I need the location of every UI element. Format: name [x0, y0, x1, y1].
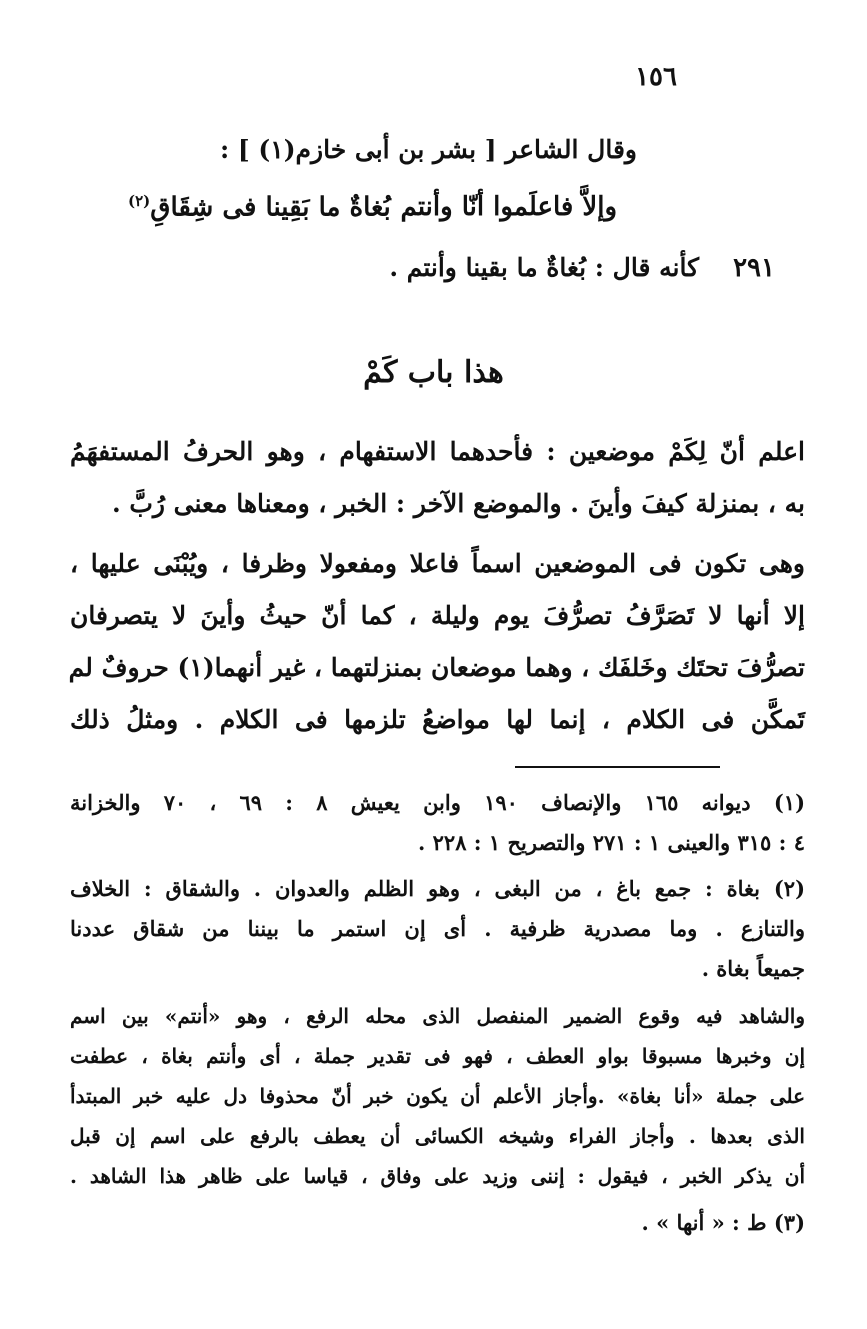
footnote-line: والشاهد فيه وقوع الضمير المنفصل الذى محله الرفع ، وهو «أنتم» بين اسم — [70, 1004, 805, 1028]
footnote-line: (٣) ط : « أنها » . — [641, 1210, 805, 1235]
body-line: به ، بمنزلة كيفَ وأينَ . والموضع الآخر : الخبر ، ومعناها معنى رُبَّ . — [111, 489, 805, 518]
body-line: تصرُّفَ تحتَك وخَلفَك ، وهما موضعان بمنزلتهما ، غير أنهما(١) حروفٌ لم — [68, 653, 805, 682]
footnote-line: أن يذكر الخبر ، فيقول : إننى وزيد على وفاق ، قياسا على ظاهر هذا الشاهد . — [70, 1164, 805, 1188]
body-line: تَمكَّن فى الكلام ، إنما لها مواضعُ تلزمها فى الكلام . ومثلُ ذلك — [70, 705, 805, 734]
footnote-line: إن وخبرها مسبوقا بواو العطف ، فهو فى تقدير جملة ، أى وأنتم بغاة ، عطفت — [70, 1044, 805, 1068]
body-line: إلا أنها لا تَصَرَّفُ تصرُّفَ يوم وليلة ، كما أنّ حيثُ وأينَ لا يتصرفان — [70, 601, 805, 630]
footnote-line: (١) ديوانه ١٦٥ والإنصاف ١٩٠ وابن يعيش ٨ : ٦٩ ، ٧٠ والخزانة — [70, 790, 806, 815]
verse-commentary: كأنه قال : بُغاةٌ ما بقينا وأنتم . — [389, 253, 699, 282]
chapter-title: هذا باب كَمْ — [363, 355, 504, 390]
footnote-line: جميعاً بغاة . — [701, 956, 805, 981]
verse-introduction: وقال الشاعر [ بشر بن أبى خازم(١) ] : — [219, 135, 637, 164]
verse-footnote-ref: (٢) — [128, 192, 151, 210]
verse-second-text: بُغاةٌ ما بَقِينا فى شِقَاقِ — [150, 192, 391, 223]
footnote-line: (٢) بغاة : جمع باغ ، من البغى ، وهو الظلم والعدوان . والشقاق : الخلاف — [70, 876, 805, 901]
footnote-line: ٤ : ٣١٥ والعينى ١ : ٢٧١ والتصريح ١ : ٢٢٨ . — [418, 830, 805, 855]
footnote-line: الذى بعدها . وأجاز الفراء وشيخه الكسائى أن يعطف بالرفع على اسم إن قبل — [70, 1124, 805, 1148]
verse-number: ٢٩١ — [733, 253, 775, 283]
page-number: ١٥٦ — [635, 62, 677, 92]
verse-first-hemistich: وإلاَّ فاعلَموا أنّا وأنتم — [400, 192, 617, 222]
body-line: وهى تكون فى الموضعين اسماً فاعلا ومفعولا وظرفا ، ويُبْنَى عليها ، — [70, 549, 805, 578]
verse-second-hemistich — [128, 192, 391, 223]
footnote-line: والتنازع . وما مصدرية ظرفية . أى إن استمر ما بيننا من شقاق عددنا — [70, 916, 805, 941]
footnote-line: على جملة «أنا بغاة» .وأجاز الأعلم أن يكون خبر أنّ محذوفا دل عليه خبر المبتدأ — [70, 1084, 805, 1108]
body-line: اعلم أنّ لِكَمْ موضعين : فأحدهما الاستفهام ، وهو الحرفُ المستفهَمُ — [70, 437, 805, 466]
footnote-separator — [515, 766, 720, 768]
